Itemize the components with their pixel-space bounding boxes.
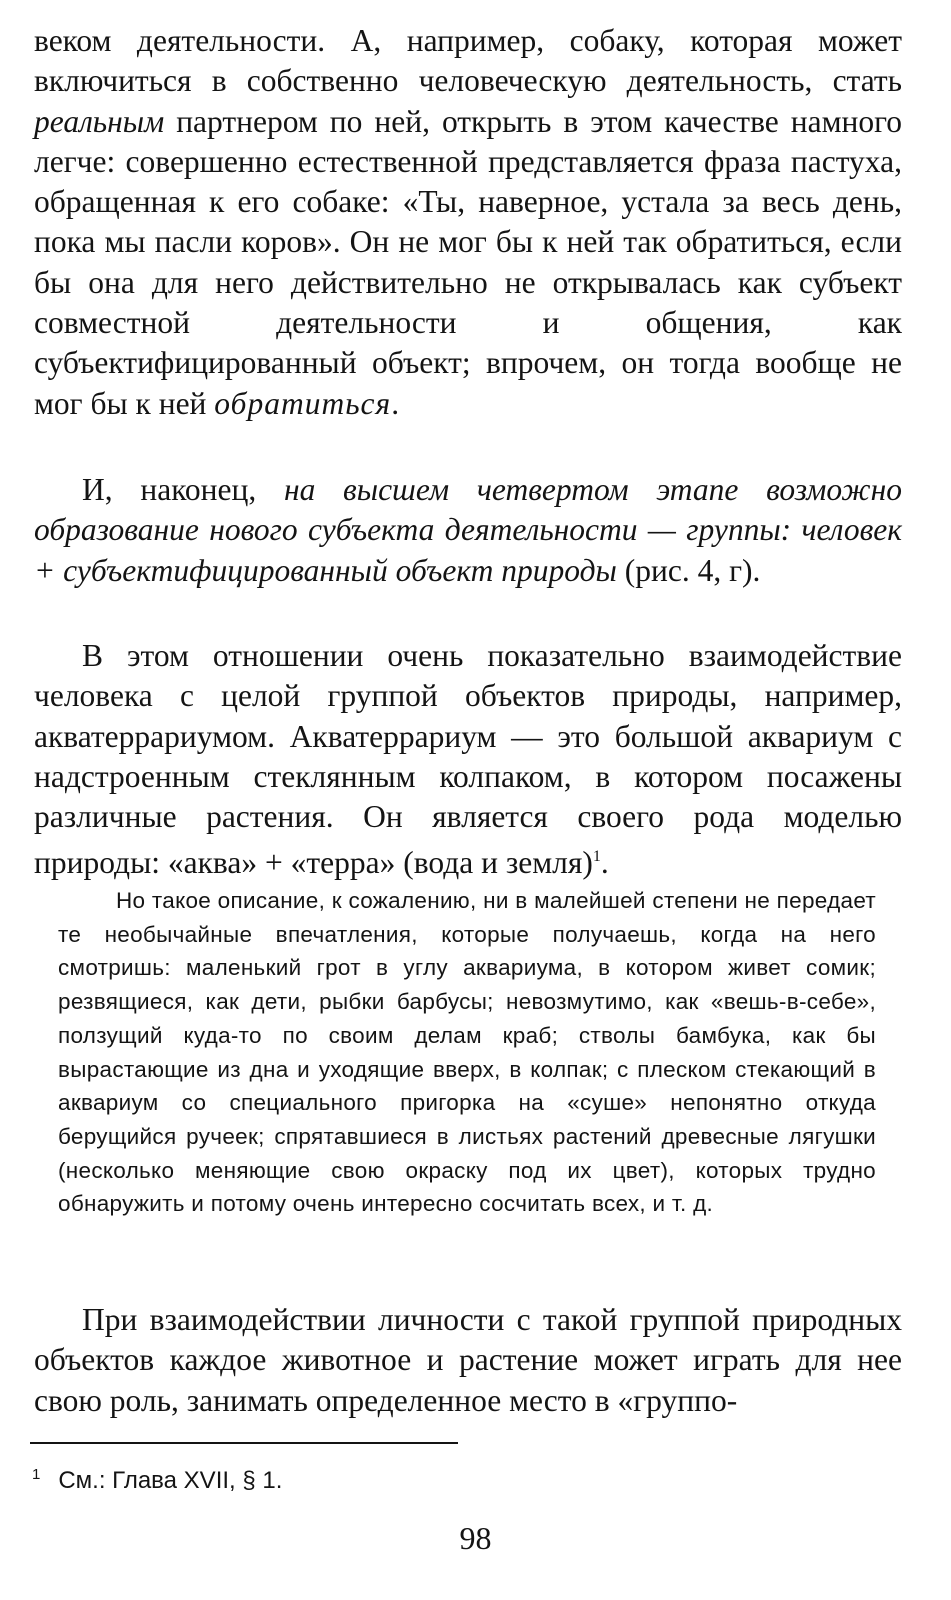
text-run: И, наконец, [82, 472, 284, 507]
text-run: партнером по ней, открыть в этом качестве намного легче: совершенно естественной представляется фраза пастуха, обращенная к его собаке: «Ты, наверное, устала за весь день, пока мы пасли коров». Он не мог бы к ней так обратиться, если бы она для него действительно не открывалась как субъект совместной деятельности и общения, как субъектифицированный объект; впрочем, он тогда вообще не мог бы к ней [34, 103, 902, 421]
paragraph-interaction: При взаимодействии личности с такой группой природных объектов каждое животное и растение может играть для нее свою роль, занимать определенное место в «группо- [34, 1302, 902, 1418]
quote-block: Но такое описание, к сожалению, ни в малейшей степени не передает те необычайные впечатления, которые получаешь, когда на него смотришь: маленький грот в углу аквариума, в котором живет сомик; резвящиеся, как дети, рыбки барбусы; невозмутимо, как «вешь-в-себе», ползущий куда-то по своим делам краб; стволы бамбука, как бы вырастающие из дна и уходящие вверх, в колпак; с плеском стекающий в аквариум со специального пригорка на «суше» непонятно откуда берущийся ручеек; спрятавшиеся в листьях растений древесные лягушки (несколько меняющие свою окраску под их цвет), которых трудно обнаружить и потому очень интересно сосчитать всех, и т. д. [58, 888, 876, 1217]
text-run: . [600, 845, 609, 881]
footnote-text: См.: Глава XVII, § 1. [58, 1467, 283, 1494]
footnote-divider [30, 1442, 458, 1444]
paragraph-aquaterrarium [34, 636, 902, 884]
emphasis-fourth-stage: на высшем четвертом этапе возможно образование нового субъекта деятельности — группы: человек + субъектифицированный объект природы [34, 472, 902, 588]
footnote-marker: 1 [32, 1466, 41, 1483]
footnote [32, 1458, 282, 1498]
text-run: (рис. 4, г). [616, 552, 761, 588]
paragraph-fourth-stage [34, 470, 902, 591]
page-number: 98 [459, 1520, 492, 1556]
text-run: веком деятельности. А, например, собаку, которая может включиться в собственно человеческую деятельность, стать [34, 23, 902, 99]
emphasis-obratitsya: обратиться [214, 385, 392, 421]
text-run: В этом отношении очень показательно взаимодействие человека с целой группой объектов природы, например, акватеррариумом. Акватеррариум — это большой аквариум с надстроенным стеклянным колпаком, в котором посажены различные растения. Он является своего рода моделью природы: «аква» + «терра» (вода и земля) [34, 638, 902, 881]
emphasis-realnym: реальным [34, 103, 165, 139]
paragraph-dog-example [34, 21, 902, 424]
text-run: . [391, 385, 400, 421]
footnote-reference: 1 [592, 848, 601, 866]
